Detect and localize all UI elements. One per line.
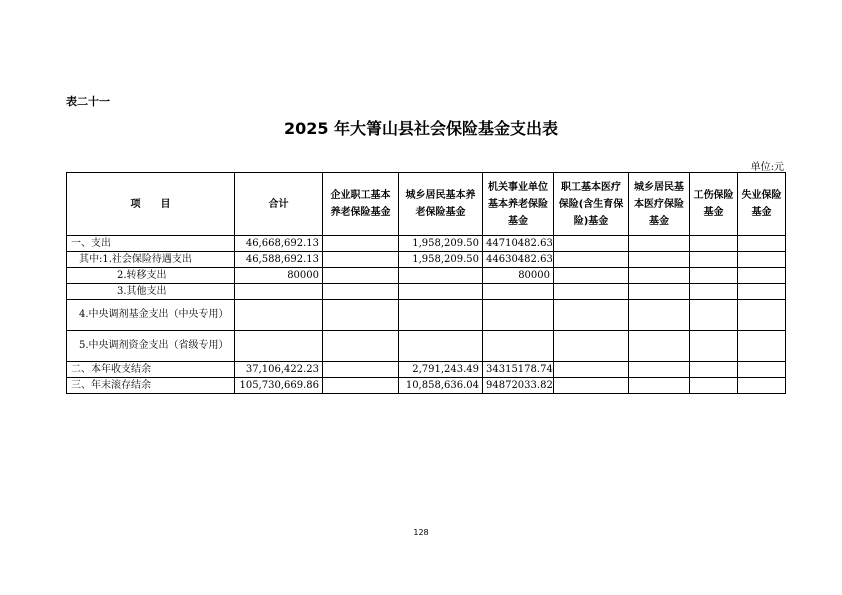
value-cell: [738, 362, 786, 378]
value-cell: [554, 236, 629, 252]
value-cell: [690, 284, 738, 300]
table-row: [67, 236, 786, 252]
column-header-total: 合计: [235, 173, 323, 236]
value-cell: [235, 331, 323, 362]
value-cell: [690, 300, 738, 331]
column-header-public-institution-pension: 机关事业单位基本养老保险基金: [483, 173, 554, 236]
column-header-employee-medical: 职工基本医疗保险(含生育保险)基金: [554, 173, 629, 236]
value-cell: [629, 268, 690, 284]
value-cell: [483, 284, 554, 300]
value-cell: 34315178.74: [483, 362, 554, 378]
unit-label: 单位:元: [750, 162, 784, 173]
value-cell: [323, 268, 399, 284]
value-cell: [235, 300, 323, 331]
row-item-label: 三、年末滚存结余: [67, 378, 235, 394]
row-item-label: 4.中央调剂基金支出（中央专用）: [67, 300, 235, 331]
value-cell: [629, 362, 690, 378]
value-cell: [399, 268, 483, 284]
value-cell: [738, 331, 786, 362]
value-cell: [738, 236, 786, 252]
table-row: [67, 300, 786, 331]
value-cell: [629, 236, 690, 252]
value-cell: [690, 252, 738, 268]
value-cell: [323, 252, 399, 268]
value-cell: 46,588,692.13: [235, 252, 323, 268]
row-item-label: 一、支出: [67, 236, 235, 252]
value-cell: 105,730,669.86: [235, 378, 323, 394]
value-cell: 37,106,422.23: [235, 362, 323, 378]
page-title: 2025 年大箐山县社会保险基金支出表: [283, 119, 559, 138]
value-cell: [554, 284, 629, 300]
value-cell: [399, 300, 483, 331]
value-cell: [629, 284, 690, 300]
value-cell: [554, 378, 629, 394]
value-cell: [738, 378, 786, 394]
row-item-label: 2.转移支出: [67, 268, 235, 284]
value-cell: [323, 331, 399, 362]
table-row: [67, 331, 786, 362]
value-cell: [554, 300, 629, 331]
value-cell: [323, 362, 399, 378]
row-item-label: 二、本年收支结余: [67, 362, 235, 378]
value-cell: [738, 300, 786, 331]
table-row: [67, 362, 786, 378]
value-cell: 2,791,243.49: [399, 362, 483, 378]
value-cell: [690, 268, 738, 284]
value-cell: 94872033.82: [483, 378, 554, 394]
value-cell: 44710482.63: [483, 236, 554, 252]
column-header-enterprise-pension: 企业职工基本养老保险基金: [323, 173, 399, 236]
value-cell: 80000: [483, 268, 554, 284]
value-cell: [483, 331, 554, 362]
value-cell: [399, 284, 483, 300]
column-header-item: 项 目: [67, 173, 235, 236]
value-cell: 80000: [235, 268, 323, 284]
value-cell: [483, 300, 554, 331]
value-cell: [323, 236, 399, 252]
table-row: [67, 378, 786, 394]
column-header-resident-pension: 城乡居民基本养老保险基金: [399, 173, 483, 236]
value-cell: [323, 378, 399, 394]
value-cell: [629, 331, 690, 362]
value-cell: [323, 284, 399, 300]
value-cell: 1,958,209.50: [399, 252, 483, 268]
column-header-unemployment: 失业保险基金: [738, 173, 786, 236]
value-cell: [690, 362, 738, 378]
value-cell: [323, 300, 399, 331]
value-cell: [554, 362, 629, 378]
row-item-label: 5.中央调剂资金支出（省级专用）: [67, 331, 235, 362]
value-cell: [235, 284, 323, 300]
table-row: [67, 268, 786, 284]
value-cell: [690, 331, 738, 362]
row-item-label: 其中:1.社会保险待遇支出: [67, 252, 235, 268]
header-row: [67, 173, 786, 236]
value-cell: [629, 300, 690, 331]
page-number: 128: [413, 528, 429, 537]
value-cell: [690, 378, 738, 394]
expenditure-table: [66, 172, 786, 394]
value-cell: [738, 268, 786, 284]
row-item-label: 3.其他支出: [67, 284, 235, 300]
value-cell: 10,858,636.04: [399, 378, 483, 394]
value-cell: 1,958,209.50: [399, 236, 483, 252]
column-header-resident-medical: 城乡居民基本医疗保险基金: [629, 173, 690, 236]
value-cell: 46,668,692.13: [235, 236, 323, 252]
value-cell: [690, 236, 738, 252]
value-cell: [554, 252, 629, 268]
value-cell: [629, 378, 690, 394]
value-cell: 44630482.63: [483, 252, 554, 268]
value-cell: [738, 252, 786, 268]
column-header-work-injury: 工伤保险基金: [690, 173, 738, 236]
value-cell: [738, 284, 786, 300]
value-cell: [399, 331, 483, 362]
table-row: [67, 252, 786, 268]
value-cell: [554, 268, 629, 284]
value-cell: [554, 331, 629, 362]
value-cell: [629, 252, 690, 268]
table-number-label: 表二十一: [66, 95, 110, 108]
table-row: [67, 284, 786, 300]
